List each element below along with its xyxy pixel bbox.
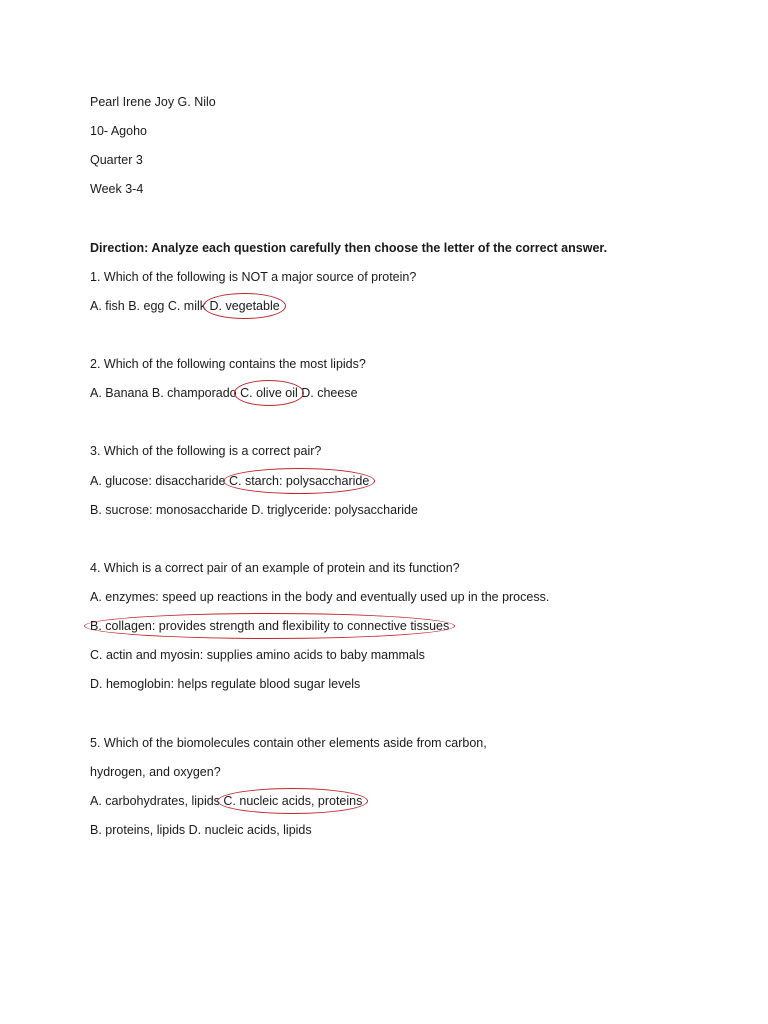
question-4-answer-circled: B. collagen: provides strength and flexibility to connective tissues [90, 619, 450, 633]
question-2-answer-circled: C. olive oil [240, 386, 298, 400]
question-3-answer-circled: C. starch: polysaccharide [228, 474, 370, 488]
week-label: Week 3-4 [90, 182, 144, 196]
question-1: 1. Which of the following is NOT a major source of protein? [90, 270, 417, 284]
direction-label: Direction: [90, 241, 149, 255]
question-2-choices-after: D. cheese [297, 386, 358, 400]
direction-line [90, 240, 607, 256]
quarter-label: Quarter 3 [90, 153, 143, 167]
question-4-choice-b [90, 618, 449, 634]
question-2-choices [90, 385, 358, 401]
question-5-choices-line2: B. proteins, lipids D. nucleic acids, lipids [90, 823, 312, 837]
question-1-choices [90, 298, 280, 314]
question-4-choice-c: C. actin and myosin: supplies amino acids to baby mammals [90, 648, 425, 662]
question-3-choices [90, 473, 369, 489]
question-1-answer-circled: D. vegetable [209, 299, 280, 313]
question-2-choices-before: A. Banana B. champorado [90, 386, 241, 400]
question-3-choices-line2: B. sucrose: monosaccharide D. triglyceride: polysaccharide [90, 503, 418, 517]
question-5-answer-circled: C. nucleic acids, proteins [223, 794, 363, 808]
question-4-choice-d: D. hemoglobin: helps regulate blood sugar levels [90, 677, 361, 691]
question-3-choices-before: A. glucose: disaccharide [90, 474, 229, 488]
question-5-line1: 5. Which of the biomolecules contain other elements aside from carbon, [90, 736, 487, 750]
student-section: 10- Agoho [90, 124, 147, 138]
question-4: 4. Which is a correct pair of an example of protein and its function? [90, 561, 460, 575]
question-3: 3. Which of the following is a correct pair? [90, 444, 322, 458]
question-5-choices-before: A. carbohydrates, lipids [90, 794, 224, 808]
student-name: Pearl Irene Joy G. Nilo [90, 95, 216, 109]
question-1-choices-text: A. fish B. egg C. milk [90, 299, 210, 313]
question-5-choices [90, 793, 362, 809]
direction-text: Analyze each question carefully then choose the letter of the correct answer. [148, 241, 608, 255]
question-2: 2. Which of the following contains the most lipids? [90, 357, 366, 371]
question-4-choice-a: A. enzymes: speed up reactions in the body and eventually used up in the process. [90, 590, 550, 604]
question-5-line2: hydrogen, and oxygen? [90, 765, 221, 779]
